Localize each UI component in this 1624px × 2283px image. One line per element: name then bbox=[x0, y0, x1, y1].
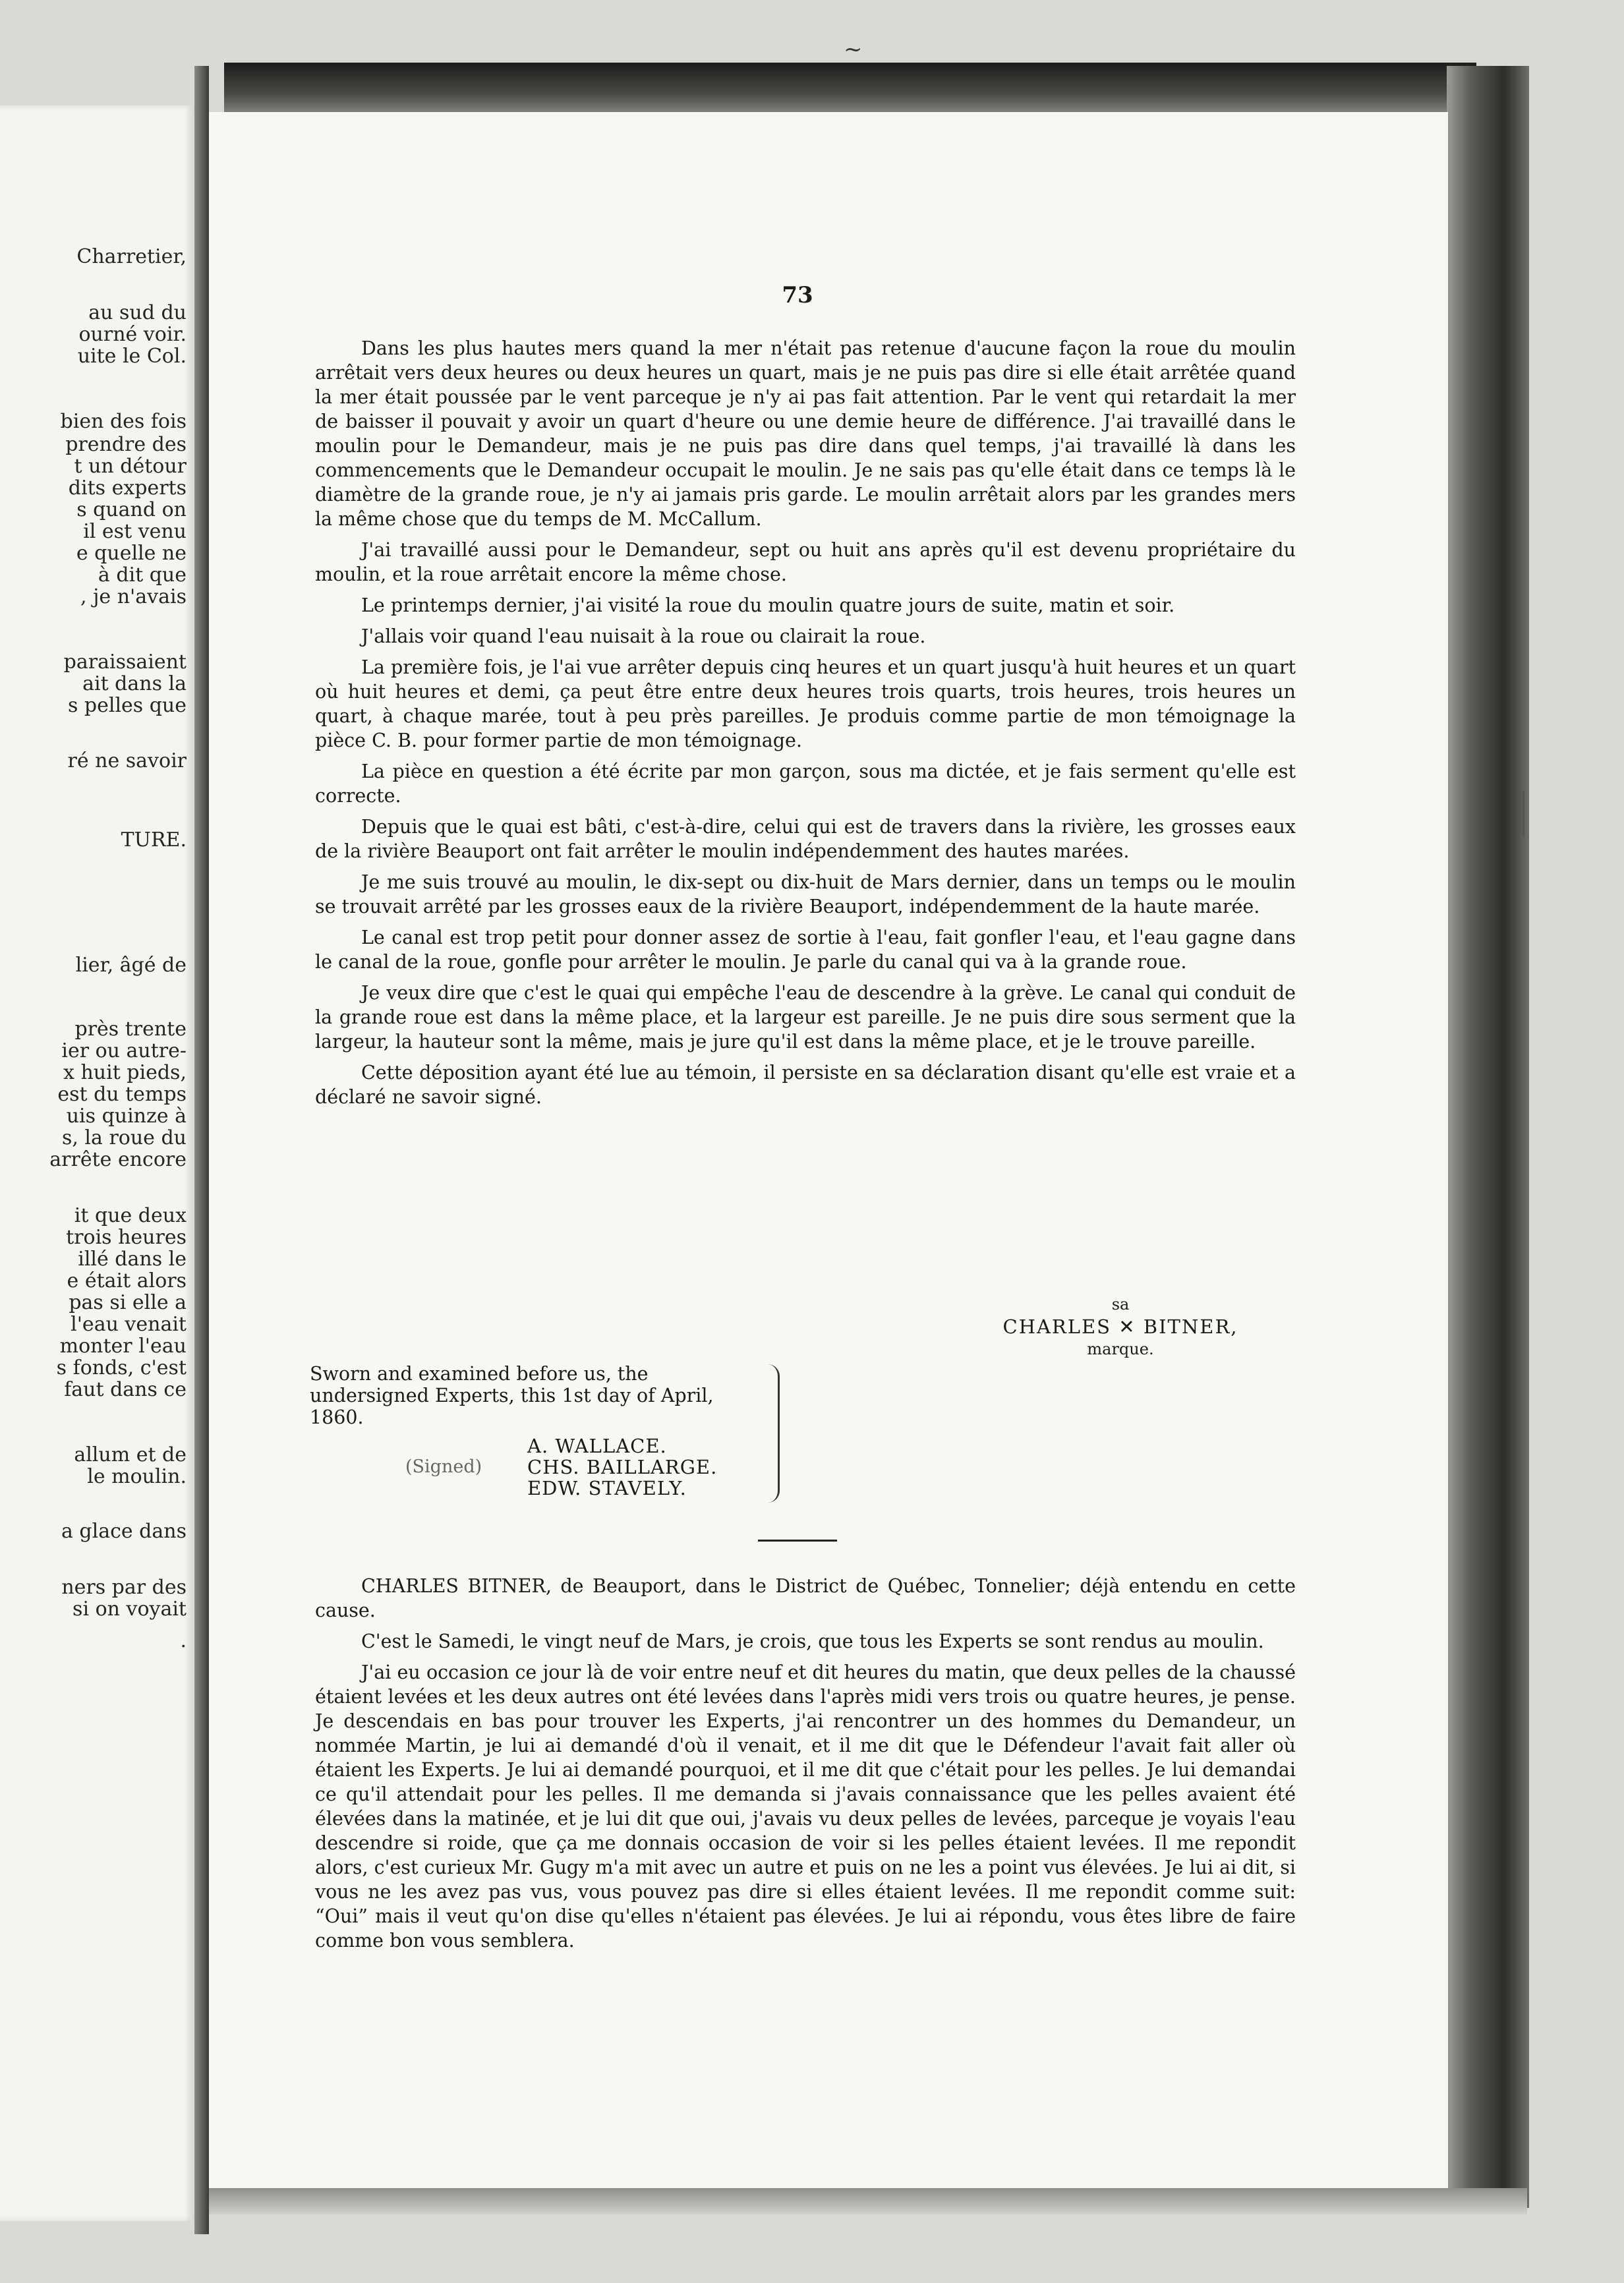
deposition-paragraph: La pièce en question a été écrite par mon garçon, sous ma dictée, et je fais serment qu'elle est correcte. bbox=[315, 761, 1296, 807]
book-gutter bbox=[194, 66, 209, 2234]
deposition-paragraph: J'ai travaillé aussi pour le Demandeur, sept ou huit ans après qu'il est devenu propriétaire du moulin, et la roue arrêtait encore la même chose. bbox=[315, 539, 1296, 585]
left-page-fragment: ier ou autre- bbox=[61, 1039, 187, 1062]
left-page-fragment: TURE. bbox=[121, 828, 187, 852]
left-page-fragment: il est venu bbox=[83, 520, 187, 543]
left-page-fragment: bien des fois bbox=[60, 410, 187, 433]
second-deposition-paragraph: CHARLES BITNER, de Beauport, dans le District de Québec, Tonnelier; déjà entendu en cette cause. bbox=[315, 1575, 1296, 1621]
left-facing-page bbox=[0, 105, 194, 2221]
left-page-fragment: ourné voir. bbox=[78, 323, 187, 346]
left-page-fragment: lier, âgé de bbox=[75, 954, 187, 977]
left-page-fragment: près trente bbox=[74, 1018, 187, 1041]
experts-names bbox=[527, 1435, 717, 1499]
deposition-paragraph: Dans les plus hautes mers quand la mer n'était pas retenue d'aucune façon la roue du moulin arrêtait vers deux heures ou deux heures un quart, mais je ne puis pas dire si elle était arrêtée quand la mer était poussée par le vent parceque je n'y ai pas fait attention. Par le vent qui retardait la mer de baisser il pouvait y avoir un quart d'heure ou une demie heure de différence. J'ai travaillé dans le moulin pour le Demandeur, mais je ne puis pas dire dans quel temps, j'ai travaillé là dans les commencements que le Demandeur occupait le moulin. Je ne sais pas qu'elle était dans ce temps là le diamètre de la grande roue, je n'y ai jamais pris garde. Le moulin arrêtait alors par les grandes mers la même chose que du temps de M. McCallum. bbox=[315, 337, 1296, 530]
left-page-fragment: s, la roue du bbox=[61, 1126, 187, 1149]
left-page-fragment: à dit que bbox=[98, 564, 187, 587]
left-page-fragment: au sud du bbox=[88, 301, 187, 324]
expert-name: EDW. STAVELY. bbox=[527, 1477, 687, 1499]
left-page-fragment: e quelle ne bbox=[76, 542, 187, 565]
pen-mark: ~ bbox=[844, 36, 863, 63]
left-page-fragment: dits experts bbox=[68, 477, 187, 500]
left-page-fragment: l'eau venait bbox=[71, 1313, 187, 1336]
deposition-paragraph: Le printemps dernier, j'ai visité la roue du moulin quatre jours de suite, matin et soir. bbox=[361, 594, 1175, 616]
expert-name: CHS. BAILLARGE. bbox=[527, 1456, 718, 1478]
left-page-fragment: uis quinze à bbox=[66, 1105, 187, 1128]
expert-name: A. WALLACE. bbox=[527, 1435, 667, 1457]
signed-label: (Signed) bbox=[405, 1457, 482, 1477]
deposition-paragraph: La première fois, je l'ai vue arrêter depuis cinq heures et un quart jusqu'à huit heures et un quart où huit heures et demi, ça peut être entre deux heures trois quarts, trois heures, trois heures un quart, à chaque marée, tout à peu près pareilles. Je produis comme partie de mon témoignage la pièce C. B. pour former partie de mon témoignage. bbox=[315, 656, 1296, 751]
signature-sa: sa bbox=[1111, 1295, 1130, 1314]
second-deposition-text bbox=[315, 1574, 1296, 1959]
deposition-paragraph: Je veux dire que c'est le quai qui empêche l'eau de descendre à la grève. Le canal qui conduit de la grande roue est dans la même place, et la largeur est pareille. Je ne puis dire sous serment que la largeur, la hauteur sont la même, mais je jure qu'il est dans la même place, et je le trouve pareille. bbox=[315, 982, 1296, 1053]
left-page-fragment: ré ne savoir bbox=[67, 749, 187, 772]
deposition-paragraph: J'allais voir quand l'eau nuisait à la roue ou clairait la roue. bbox=[361, 625, 926, 647]
margin-mark bbox=[1522, 791, 1524, 837]
left-page-fragment: it que deux bbox=[74, 1204, 187, 1227]
left-page-fragment: , je n'avais bbox=[80, 585, 187, 608]
second-deposition-paragraph: J'ai eu occasion ce jour là de voir entre neuf et dit heures du matin, que deux pelles de la chaussé étaient levées et les deux autres ont été levées dans l'après midi vers trois ou quatre heures, je pense. Je descendais en bas pour trouver les Experts, j'ai rencontrer un des hommes du Demandeur, un nommée Martin, je lui ai demandé d'où il venait, et il me dit que le Défendeur l'avait fait aller où étaient les Experts. Je lui ai demandé pourquoi, et il me dit que c'était pour les pelles. Je lui demandai ce qu'il attendait pour les pelles. Il me demanda si j'avais connaissance que les pelles avaient été élevées dans la matinée, et je lui dit que oui, j'avais vu deux pelles de levées, parceque je voyais l'eau descendre si roide, que ça me donnais occasion de voir si les pelles étaient levées. Il me repondit alors, c'est curieux Mr. Gugy m'a mit avec un autre et puis on ne les a point vus élevées. Je lui ai dit, si vous ne les avez pas vus, vous pouvez pas dire si elles étaient levées. Il me repondit comme suit: “Oui” mais il veut qu'on dise qu'elles n'étaient pas élevées. Je lui ai répondu, vous êtes libre de faire comme bon vous semblera. bbox=[315, 1662, 1296, 1951]
left-page-fragment: monter l'eau bbox=[59, 1335, 187, 1358]
page-edge-right bbox=[1447, 66, 1529, 2208]
page-edge-top bbox=[224, 63, 1476, 115]
left-page-fragment: Charretier, bbox=[76, 245, 187, 268]
left-page-fragment: t un détour bbox=[74, 455, 187, 478]
signature-block bbox=[962, 1293, 1279, 1360]
left-page-fragment: s fonds, c'est bbox=[56, 1356, 187, 1379]
left-page-fragment: allum et de bbox=[74, 1443, 187, 1466]
left-page-fragment: s quand on bbox=[76, 498, 187, 521]
left-page-fragment: si on voyait bbox=[72, 1598, 187, 1621]
deposition-paragraph: Cette déposition ayant été lue au témoin, il persiste en sa déclaration disant qu'elle est vraie et a déclaré ne savoir signé. bbox=[315, 1062, 1296, 1108]
left-page-fragment: illé dans le bbox=[78, 1248, 187, 1271]
left-page-fragment: e était alors bbox=[67, 1269, 187, 1292]
page-edge-bottom bbox=[209, 2188, 1527, 2214]
deposition-paragraph: Je me suis trouvé au moulin, le dix-sept ou dix-huit de Mars dernier, dans un temps ou le moulin se trouvait arrêté par les grosses eaux de la rivière Beauport, indépendemment de la haute marée. bbox=[315, 871, 1296, 917]
sworn-text: Sworn and examined before us, the undersigned Experts, this 1st day of April, 1860. bbox=[310, 1363, 714, 1428]
second-deposition-paragraph: C'est le Samedi, le vingt neuf de Mars, je crois, que tous les Experts se sont rendus au moulin. bbox=[361, 1631, 1264, 1652]
left-page-fragment: pas si elle a bbox=[69, 1291, 187, 1314]
left-page-fragment: prendre des bbox=[65, 433, 187, 456]
left-page-fragment: s pelles que bbox=[67, 694, 187, 717]
left-page-fragment: x huit pieds, bbox=[63, 1061, 187, 1084]
left-page-fragment: paraissaient bbox=[63, 650, 187, 674]
bracket-brace bbox=[765, 1364, 780, 1503]
signature-name: CHARLES ✕ BITNER, bbox=[1002, 1315, 1238, 1338]
deposition-paragraph: Depuis que le quai est bâti, c'est-à-dire, celui qui est de travers dans la rivière, les grosses eaux de la rivière Beauport ont fait arrêter le moulin indépendemment des hautes marées. bbox=[315, 816, 1296, 862]
left-page-fragment: . bbox=[180, 1629, 187, 1652]
page-number: 73 bbox=[782, 282, 813, 308]
deposition-paragraph: Le canal est trop petit pour donner assez de sortie à l'eau, fait gonfler l'eau, et l'eau gagne dans le canal de la roue, gonfle pour arrêter le moulin. Je parle du canal qui va à la grande roue. bbox=[315, 927, 1296, 973]
left-page-fragment: trois heures bbox=[66, 1226, 187, 1249]
left-page-fragment: arrête encore bbox=[49, 1148, 187, 1171]
section-divider bbox=[758, 1540, 837, 1542]
left-page-fragment: ners par des bbox=[61, 1576, 187, 1599]
left-page-fragment: est du temps bbox=[57, 1083, 187, 1106]
left-page-fragment: ait dans la bbox=[82, 672, 187, 695]
left-page-fragment: faut dans ce bbox=[64, 1378, 187, 1401]
sworn-statement bbox=[310, 1363, 784, 1428]
signature-marque: marque. bbox=[1087, 1340, 1154, 1358]
left-page-fragment: uite le Col. bbox=[77, 345, 187, 368]
left-page-fragment: a glace dans bbox=[61, 1520, 187, 1543]
deposition-text bbox=[315, 336, 1296, 1116]
left-page-fragment: le moulin. bbox=[87, 1465, 187, 1488]
